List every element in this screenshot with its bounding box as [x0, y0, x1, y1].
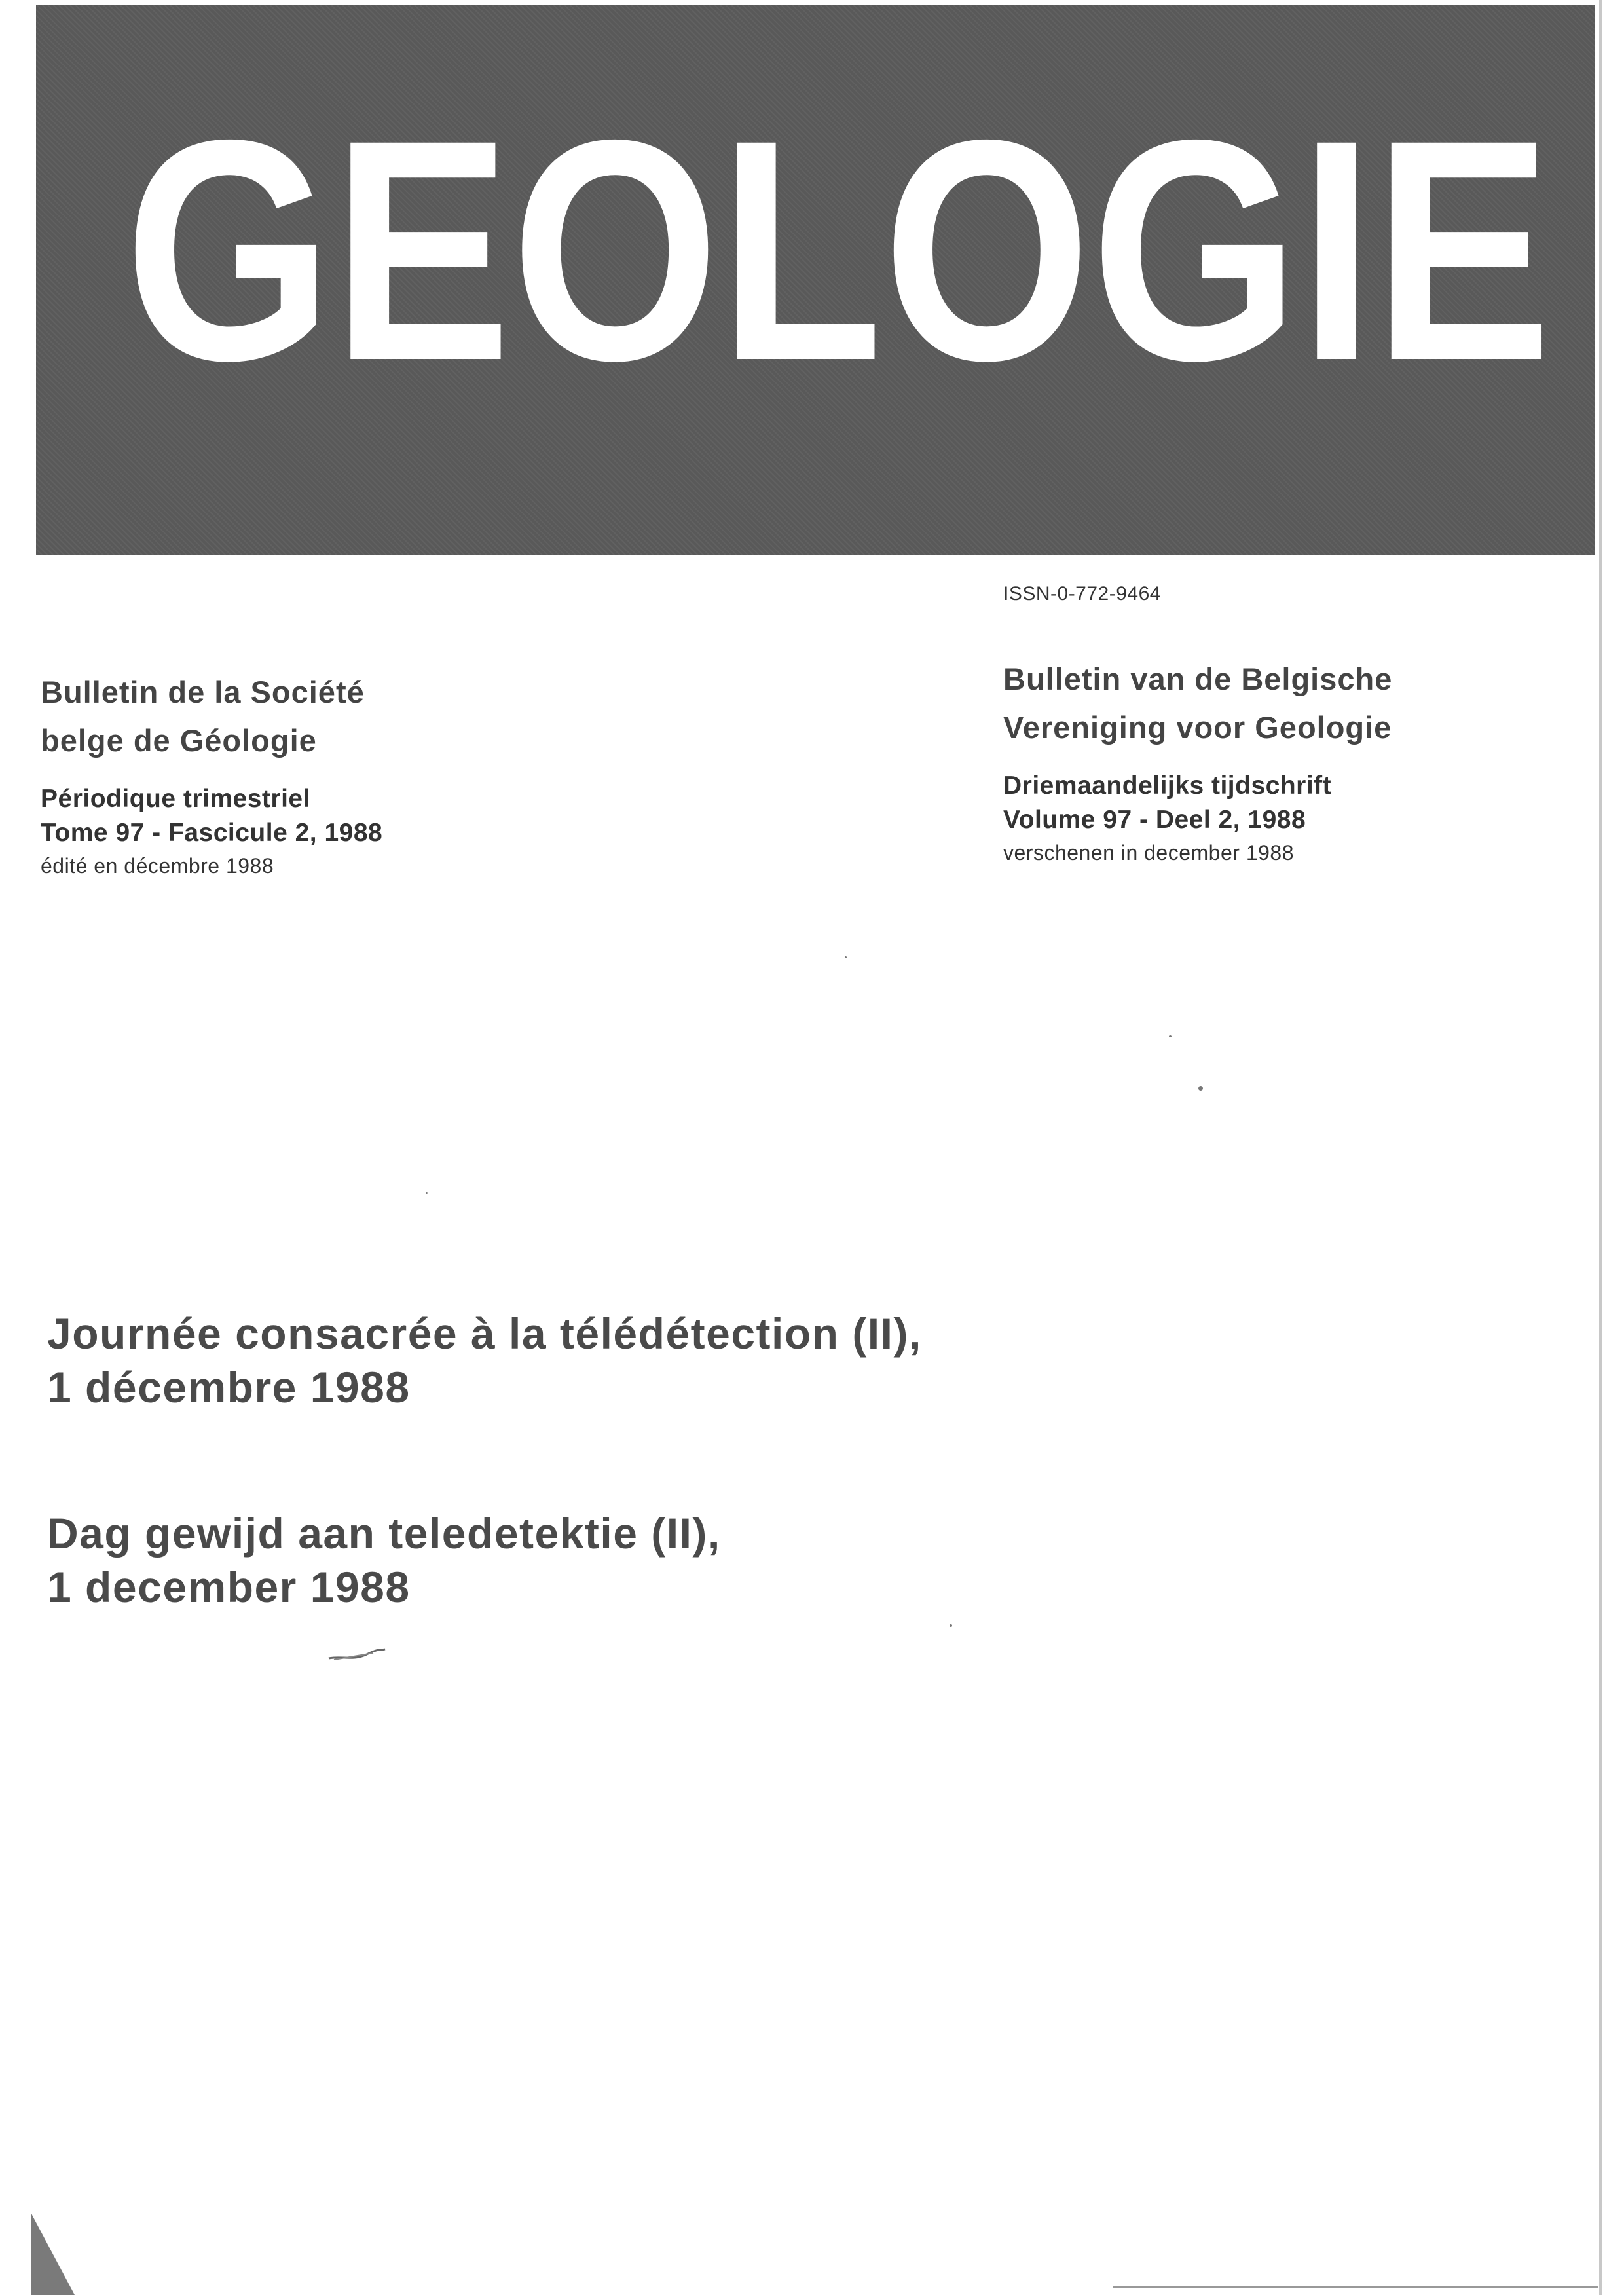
french-masthead	[41, 668, 382, 882]
theme-title-french	[47, 1307, 922, 1414]
theme-fr-line1: Journée consacrée à la télédétection (II),	[47, 1309, 922, 1358]
journal-title-text: GEOLOGIE	[124, 97, 1552, 398]
journal-title	[124, 97, 1552, 398]
page-edge-rule	[1599, 0, 1602, 2295]
scan-speck	[845, 956, 847, 958]
volume-fr: Tome 97 - Fascicule 2, 1988	[41, 819, 383, 847]
scan-speck	[1198, 1086, 1203, 1091]
periodicity-fr: Périodique trimestriel	[41, 785, 310, 813]
title-banner	[36, 5, 1595, 555]
issn: ISSN-0-772-9464	[1003, 583, 1161, 605]
corner-fold-mark	[31, 2214, 77, 2295]
spacer	[41, 765, 382, 782]
scan-speck	[950, 1624, 952, 1627]
theme-nl-line2: 1 december 1988	[47, 1563, 411, 1611]
scan-speck	[1169, 1035, 1172, 1037]
bottom-edge-rule	[1113, 2286, 1598, 2288]
dutch-masthead	[1003, 655, 1392, 868]
periodicity-nl: Driemaandelijks tijdschrift	[1003, 772, 1332, 800]
spacer	[1003, 752, 1392, 769]
published-nl: verschenen in december 1988	[1003, 841, 1294, 865]
theme-title-dutch	[47, 1506, 721, 1614]
society-name-fr-line2: belge de Géologie	[41, 723, 317, 758]
theme-fr-line2: 1 décembre 1988	[47, 1363, 411, 1411]
society-name-nl-line1: Bulletin van de Belgische	[1003, 662, 1393, 696]
scan-speck	[426, 1192, 428, 1194]
volume-nl: Volume 97 - Deel 2, 1988	[1003, 806, 1306, 834]
society-name-nl-line2: Vereniging voor Geologie	[1003, 710, 1392, 745]
society-name-fr-line1: Bulletin de la Société	[41, 675, 365, 709]
published-fr: édité en décembre 1988	[41, 854, 274, 878]
scribble-mark	[327, 1644, 386, 1664]
theme-nl-line1: Dag gewijd aan teledetektie (II),	[47, 1509, 721, 1558]
